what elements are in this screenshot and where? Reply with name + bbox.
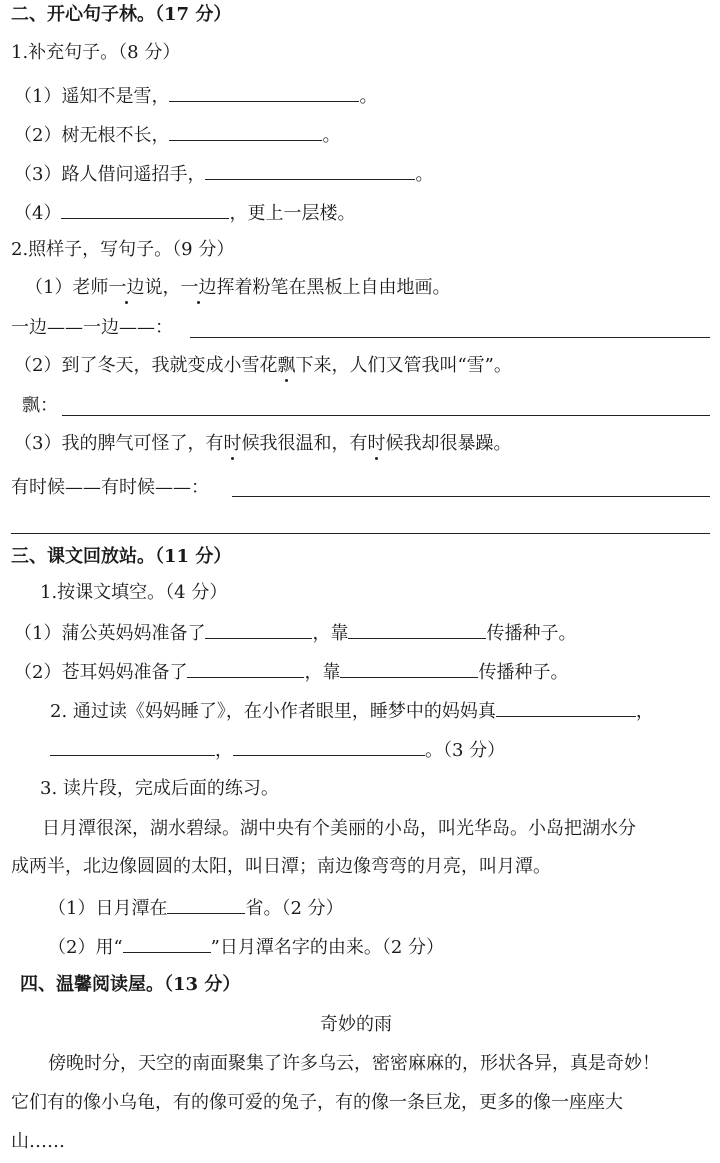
example-sentence-2: （2）到了冬天，我就变成小雪花飘下来，人们又管我叫“雪”。 bbox=[14, 355, 512, 376]
fill-row-1: （1）蒲公英妈妈准备了 ，靠 传播种子。 bbox=[14, 620, 576, 646]
answer-label-3: 有时候——有时候——： bbox=[11, 477, 209, 498]
answer-blank[interactable] bbox=[496, 698, 636, 717]
answer-blank[interactable] bbox=[169, 122, 322, 141]
answer-line[interactable] bbox=[11, 533, 710, 534]
example-sentence-1: （1）老师一边说，一边挥着粉笔在黑板上自由地画。 bbox=[25, 277, 451, 298]
story-line-2: 它们有的像小乌龟，有的像可爱的兔子，有的像一条巨龙，更多的像一座座大 bbox=[11, 1092, 623, 1113]
sub-question-1: （1）日月潭在 省。（2 分） bbox=[48, 895, 344, 921]
story-title: 奇妙的雨 bbox=[320, 1014, 392, 1035]
fill-row-2: （2）苍耳妈妈准备了 ，靠 传播种子。 bbox=[14, 659, 568, 685]
answer-label-2: 飘： bbox=[22, 395, 58, 416]
story-line-1: 傍晚时分，天空的南面聚集了许多乌云，密密麻麻的，形状各异，真是奇妙！ bbox=[48, 1053, 660, 1074]
q3-3-title: 3. 读片段，完成后面的练习。 bbox=[40, 778, 279, 799]
fill-item-2: （2）树无根不长， 。 bbox=[14, 122, 340, 148]
fill-item-1: （1）遥知不是雪， 。 bbox=[14, 83, 377, 109]
answer-blank[interactable] bbox=[167, 895, 245, 914]
answer-blank[interactable] bbox=[61, 200, 229, 219]
fill-item-3: （3）路人借问遥招手， 。 bbox=[14, 161, 433, 187]
section-2-title: 二、开心句子林。（17 分） bbox=[11, 4, 232, 25]
section-3-title: 三、课文回放站。（11 分） bbox=[11, 546, 232, 567]
answer-line[interactable] bbox=[190, 337, 710, 338]
q1-title: 1.补充句子。（8 分） bbox=[11, 42, 181, 63]
answer-blank[interactable] bbox=[169, 83, 359, 102]
q3-2-line: 2. 通过读《妈妈睡了》，在小作者眼里，睡梦中的妈妈真 ， bbox=[50, 698, 654, 724]
answer-line[interactable] bbox=[62, 415, 710, 416]
answer-blank[interactable] bbox=[340, 659, 478, 678]
answer-blank[interactable] bbox=[233, 737, 425, 756]
sub-question-2: （2）用“ ”日月潭名字的由来。（2 分） bbox=[48, 934, 444, 960]
passage-line-2: 成两半，北边像圆圆的太阳，叫日潭；南边像弯弯的月亮，叫月潭。 bbox=[11, 856, 551, 877]
answer-line[interactable] bbox=[232, 496, 710, 497]
answer-blank[interactable] bbox=[205, 620, 312, 639]
example-sentence-3: （3）我的脾气可怪了，有时候我很温和，有时候我却很暴躁。 bbox=[14, 433, 512, 454]
q3-1-title: 1.按课文填空。（4 分） bbox=[40, 582, 228, 603]
answer-blank[interactable] bbox=[123, 934, 211, 953]
q2-title: 2.照样子，写句子。（9 分） bbox=[11, 239, 235, 260]
answer-blank[interactable] bbox=[187, 659, 304, 678]
q3-2-line-2: ， 。（3 分） bbox=[50, 737, 505, 763]
story-line-3: 山…… bbox=[11, 1131, 65, 1152]
answer-label-1: 一边——一边——： bbox=[11, 317, 173, 338]
answer-blank[interactable] bbox=[50, 737, 215, 756]
section-4-title: 四、温馨阅读屋。（13 分） bbox=[20, 974, 241, 995]
fill-item-4: （4） ，更上一层楼。 bbox=[14, 200, 355, 226]
passage-line-1: 日月潭很深，湖水碧绿。湖中央有个美丽的小岛，叫光华岛。小岛把湖水分 bbox=[42, 818, 636, 839]
answer-blank[interactable] bbox=[348, 620, 486, 639]
answer-blank[interactable] bbox=[205, 161, 415, 180]
